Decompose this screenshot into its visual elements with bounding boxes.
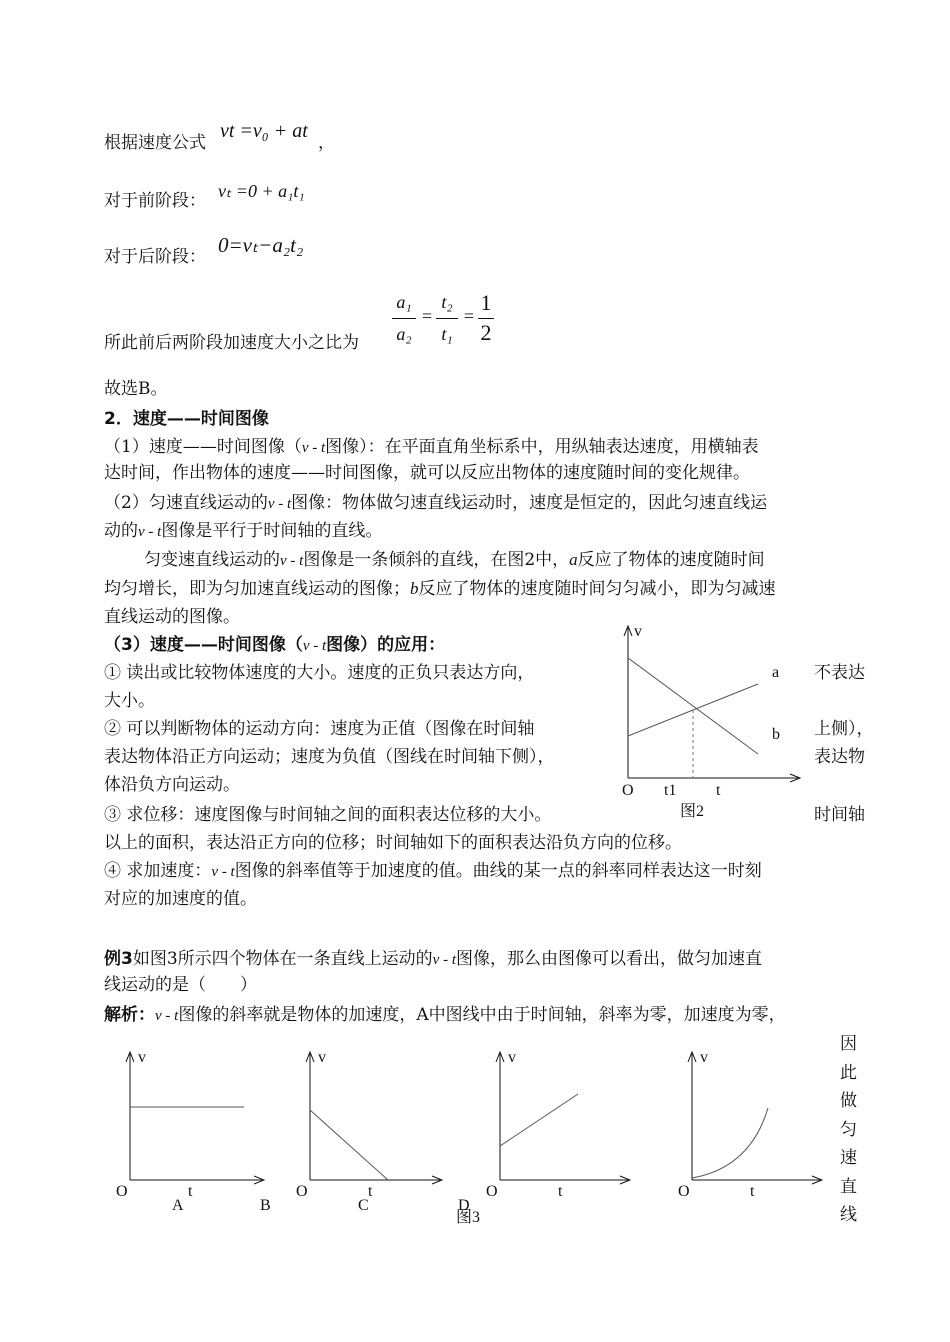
fig2-t1-label: t1 — [664, 782, 677, 799]
svg-text:v: v — [318, 1049, 326, 1066]
item-4-line-2: 对应的加速度的值。 — [104, 889, 257, 909]
item-2-right-2: 表达物 — [814, 747, 865, 767]
formula-line-4: 所此前后两阶段加速度大小之比为 — [104, 333, 359, 353]
item-1-line-1: ① 读出或比较物体速度的大小。速度的正负只表达方向， — [104, 663, 535, 683]
second-stage-formula: 0=vₜ−a₂t₂ — [218, 233, 304, 257]
example-line-2: 线运动的是（ ） — [104, 975, 257, 995]
para-3-line-1: 匀变速直线运动的v - t图像是一条倾斜的直线，在图2中，a反应了物体的速度随时间 — [144, 550, 765, 570]
fig3-graph-c — [486, 1049, 630, 1200]
svg-text:B: B — [260, 1197, 271, 1214]
side-char: 匀 — [840, 1119, 857, 1140]
frac-t2: t₂ — [441, 292, 453, 312]
figure-3 — [100, 1040, 830, 1230]
svg-text:D: D — [458, 1197, 470, 1214]
formula-line-1-end: ， — [318, 133, 335, 153]
formula-line-1: 根据速度公式 — [104, 133, 206, 153]
first-stage-formula: vₜ =0 + a₁t₁ — [218, 181, 305, 201]
frac-bar-1 — [392, 318, 416, 319]
fig2-a-label: a — [772, 664, 780, 681]
para-3-line-3: 直线运动的图像。 — [104, 607, 240, 627]
example-line-1: 例3如图3所示四个物体在一条直线上运动的v - t图像，那么由图像可以看出，做匀加速直 — [104, 949, 762, 969]
side-char: 直 — [840, 1176, 857, 1197]
velocity-formula: vt =v₀ + at — [220, 120, 308, 142]
svg-text:v: v — [138, 1049, 146, 1066]
svg-text:O: O — [116, 1183, 128, 1200]
svg-text:t: t — [558, 1183, 563, 1200]
frac-bar-2 — [436, 318, 458, 319]
fig3-c-line — [500, 1094, 578, 1146]
side-char: 做 — [840, 1091, 857, 1111]
fig3-caption: 图3 — [456, 1209, 481, 1226]
svg-text:v: v — [508, 1049, 516, 1066]
fig3-graph-d — [678, 1049, 822, 1200]
item-3-right: 时间轴 — [814, 805, 865, 825]
side-char: 速 — [840, 1148, 857, 1168]
item-4-line-1: ④ 求加速度：v - t图像的斜率值等于加速度的值。曲线的某一点的斜率同样表达这一时刻 — [104, 861, 762, 881]
svg-text:O: O — [486, 1183, 498, 1200]
para-2-line-2: 动的v - t图像是平行于时间轴的直线。 — [104, 521, 383, 541]
side-vertical-text — [840, 1030, 864, 1230]
item-3-line-2: 以上的面积，表达沿正方向的位移；时间轴如下的面积表达沿负方向的位移。 — [104, 833, 682, 853]
svg-text:O: O — [296, 1183, 308, 1200]
fig2-t-label: t — [716, 782, 721, 799]
answer-line: 故选B。 — [104, 379, 168, 399]
fig2-v-label: v — [634, 623, 642, 640]
side-char: 因 — [840, 1034, 857, 1054]
fig3-graph-b — [296, 1049, 470, 1214]
frac-1: 1 — [480, 290, 492, 315]
side-char: 此 — [840, 1062, 857, 1083]
fig2-caption: 图2 — [680, 803, 705, 820]
formula-line-2: 对于前阶段： — [104, 191, 206, 211]
para-2-line-1: （2）匀速直线运动的v - t图像：物体做匀速直线运动时，速度是恒定的，因此匀速直线运 — [104, 493, 768, 513]
formula-line-3: 对于后阶段： — [104, 247, 206, 267]
figure-2 — [610, 618, 810, 828]
applications-heading: （3）速度——时间图像（v - t图像）的应用： — [104, 635, 446, 655]
para-3-line-2: 均匀增长，即为匀加速直线运动的图像；b反应了物体的速度随时间匀匀减小，即为匀减速 — [104, 579, 776, 599]
item-2-right-1: 上侧）， — [814, 719, 874, 739]
fig3-graph-a — [116, 1049, 271, 1214]
para-1-line-1: （1）速度——时间图像（v - t图像）：在平面直角坐标系中，用纵轴表达速度，用横轴表 — [104, 437, 759, 457]
svg-text:C: C — [358, 1197, 369, 1214]
svg-text:t: t — [750, 1183, 755, 1200]
frac-bar-3 — [478, 318, 494, 319]
svg-text:v: v — [700, 1049, 708, 1066]
frac-2: 2 — [480, 320, 492, 345]
svg-text:t: t — [368, 1183, 373, 1200]
item-2-line-2: 表达物体沿正方向运动；速度为负值（图线在时间轴下侧）， — [104, 747, 555, 767]
item-1-line-2: 大小。 — [104, 691, 155, 711]
fig2-b-label: b — [772, 726, 780, 743]
analysis-line: 解析：v - t图像的斜率就是物体的加速度，A中图线中由于时间轴，斜率为零，加速度为零， — [104, 1005, 786, 1025]
svg-text:O: O — [678, 1183, 690, 1200]
para-1-line-2: 达时间，作出物体的速度——时间图像，就可以反应出物体的速度随时间的变化规律。 — [104, 463, 750, 483]
fig3-b-line — [310, 1110, 388, 1180]
svg-text:A: A — [172, 1197, 184, 1214]
item-3-line-1: ③ 求位移：速度图像与时间轴之间的面积表达位移的大小。 — [104, 805, 552, 825]
frac-a1: a₁ — [396, 292, 412, 312]
item-2-line-3: 体沿负方向运动。 — [104, 775, 240, 795]
side-char: 线 — [840, 1205, 857, 1225]
section-heading: 2．速度——时间图像 — [104, 409, 269, 429]
item-2-line-1: ② 可以判断物体的运动方向：速度为正值（图像在时间轴 — [104, 719, 535, 739]
svg-text:t: t — [188, 1183, 193, 1200]
frac-eq-1: = — [421, 306, 433, 326]
fig2-line-b — [628, 658, 758, 754]
item-1-right: 不表达 — [814, 663, 865, 683]
frac-t1: t₁ — [441, 324, 453, 344]
fig2-o-label: O — [622, 782, 634, 799]
frac-eq-2: = — [463, 306, 475, 326]
fig3-d-curve — [692, 1108, 768, 1178]
frac-a2: a₂ — [396, 324, 412, 344]
